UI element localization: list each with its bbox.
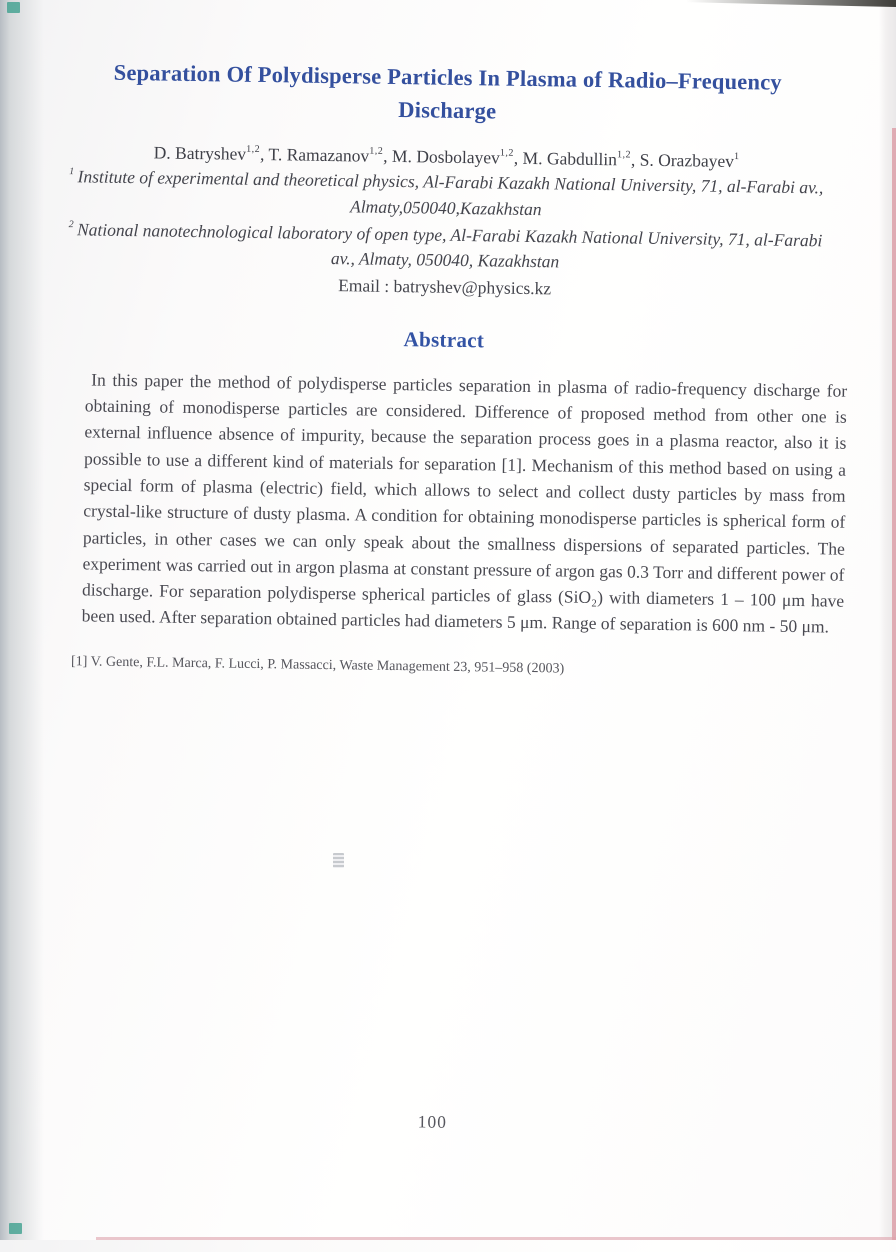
page-number: 100: [417, 1111, 448, 1132]
abstract-heading: Abstract: [403, 326, 485, 353]
affiliation-text: National nanotechnological laboratory of open type, Al-Farabi Kazakh National University, 71, al-Farabi av., Almaty, 050040, Kazakhstan: [76, 219, 823, 272]
affiliation-marker: 2: [68, 219, 75, 231]
author-name: M. Gabdullin: [522, 148, 618, 170]
author-separator: ,: [513, 147, 523, 169]
scan-dark-sliver-top-right: [686, 0, 896, 7]
author-name: D. Batryshev: [153, 142, 247, 165]
author-separator: ,: [383, 146, 393, 167]
reference-entry: [1] V. Gente, F.L. Marca, F. Lucci, P. Massacci, Waste Management 23, 951–958 (2003): [70, 653, 565, 677]
author-name: T. Ramazanov: [268, 144, 370, 166]
affiliation-1: [68, 164, 825, 226]
author-superscript: 1,2: [499, 147, 515, 160]
email-line: Email : batryshev@physics.kz: [338, 274, 552, 299]
author-superscript: 1,2: [246, 144, 261, 156]
author-superscript: 1,2: [616, 149, 632, 161]
affiliation-text: Institute of experimental and theoretical physics, Al-Farabi Kazakh National University, 71, al-Farabi av., Almaty,050040,Kazakhstan: [77, 166, 824, 219]
affiliation-marker: 1: [69, 166, 75, 178]
author-separator: ,: [630, 149, 640, 170]
author-name: S. Orazbayev: [639, 149, 735, 172]
author-separator: ,: [259, 144, 269, 165]
author-name: M. Dosbolayev: [391, 146, 501, 168]
author-superscript: 1,2: [369, 146, 384, 158]
abstract-body: In this paper the method of polydisperse particles separation in plasma of radio-frequency discharge for obtaining of monodisperse particles are considered. Difference of proposed method from other one is external influence absence of impurity, because the separation process goes in a plasma reactor, also it is possible to use a different kind of materials for separation [1]. Mechanism of this method based on using a special form of plasma (electric) field, which allows to select and collect dusty particles by mass from crystal-like structure of dusty plasma. A condition for obtaining monodisperse particles is spherical form of particles, in other cases we can only speak about the smallness dispersions of separated particles. The experiment was carried out in argon plasma at constant pressure of argon gas 0.3 Torr and different power of discharge. For separation polydisperse spherical particles of glass (SiO₂) with diameters 1 – 100 μm have been used. After separation obtained particles had diameters 5 μm. Range of separation is 600 nm - 50 μm.: [81, 369, 848, 637]
paper-title: Separation Of Polydisperse Particles In Plasma of Radio–Frequency Discharge: [113, 59, 783, 124]
affiliation-2: [67, 217, 824, 279]
author-superscript: 1: [733, 151, 740, 163]
